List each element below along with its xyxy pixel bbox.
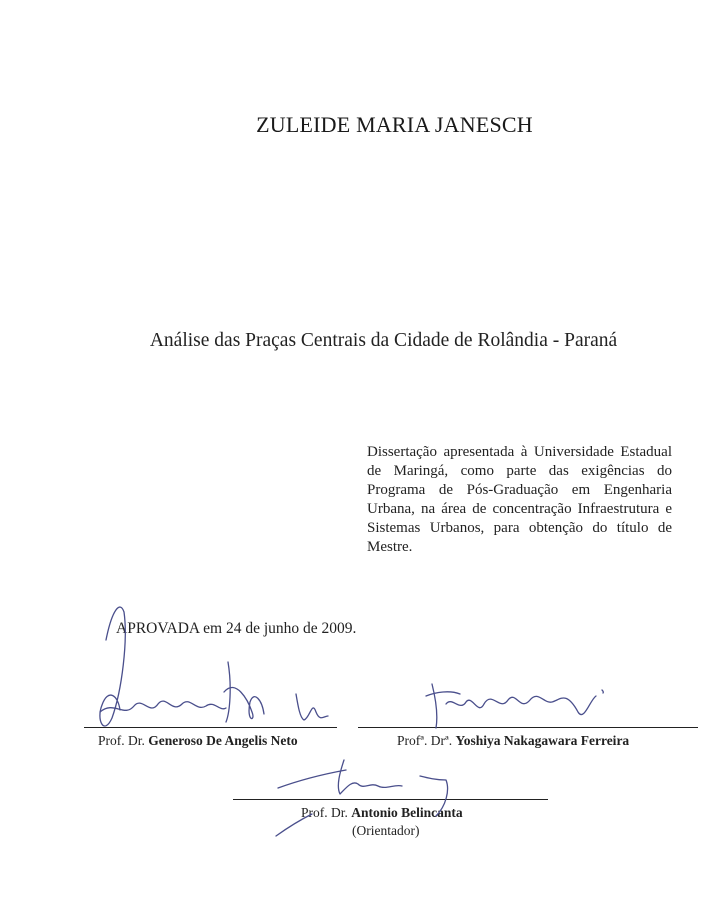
signature-name-2: Yoshiya Nakagawara Ferreira	[455, 733, 630, 748]
signature-3-scribble	[278, 760, 402, 794]
signature-2-scribble	[426, 684, 596, 728]
signature-name-3: Antonio Belincanta	[351, 805, 463, 820]
signature-role-3: (Orientador)	[352, 823, 420, 838]
signature-1-scribble-d	[296, 694, 328, 720]
approval-statement: APROVADA em 24 de junho de 2009.	[116, 620, 357, 637]
signature-name-1: Generoso De Angelis Neto	[148, 733, 298, 748]
signature-title-1: Prof. Dr.	[98, 733, 149, 748]
dissertation-description: Dissertação apresentada à Universidade Estadual de Maringá, como parte das exigências do Programa de Pós-Graduação em Engenharia Urbana, na área de concentração Infraestrutura e Sistemas Urbanos, para obtenção do título de Mestre.	[367, 444, 672, 555]
author-name: ZULEIDE MARIA JANESCH	[256, 112, 533, 137]
dissertation-title: Análise das Praças Centrais da Cidade de Rolândia - Paraná	[149, 330, 618, 351]
signature-title-2: Profª. Drª.	[397, 733, 456, 748]
signature-title-3: Prof. Dr.	[301, 805, 352, 820]
signature-3-scribble-b	[276, 776, 448, 836]
signature-1-scribble-c	[224, 662, 264, 722]
signature-2-dot	[602, 690, 603, 693]
